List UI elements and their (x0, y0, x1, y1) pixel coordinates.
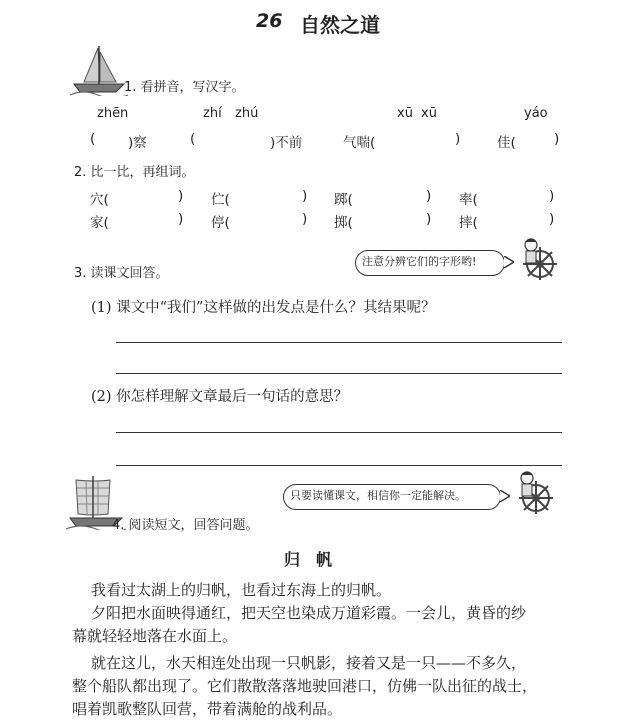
passage-title: 归 帆 (284, 550, 333, 569)
question-1-heading: 1. 看拼音，写汉字。 (124, 80, 245, 95)
lesson-number: 26 (256, 10, 283, 32)
q2-r1-c2-close: ) (302, 188, 308, 204)
passage-paragraph-3-cont: 整个船队都出现了。它们散散落落地驶回港口，仿佛一队出征的战士， (72, 677, 538, 695)
answer-line (116, 342, 562, 343)
tip-bubble-1-text: 注意分辨它们的字形哟! (362, 255, 477, 268)
tip-bubble-2-text: 只要读懂课文，相信你一定能解决。 (290, 489, 466, 502)
q3-subquestion-1: (1) 课文中“我们”这样做的出发点是什么？其结果呢？ (91, 300, 436, 316)
q1-blank-open-2: ( (190, 131, 196, 147)
q2-r1-c3-char: 踯( (334, 192, 353, 208)
q2-r2-c3-char: 掷( (334, 215, 353, 231)
answer-line (116, 465, 562, 466)
answer-line (116, 373, 562, 374)
q2-r2-c1-close: ) (178, 211, 184, 227)
q2-r1-c2-char: 伫( (211, 192, 230, 208)
passage-paragraph-1: 我看过太湖上的归帆，也看过东海上的归帆。 (91, 581, 392, 599)
q2-r2-c3-close: ) (426, 211, 432, 227)
pinyin-zhu: zhú (235, 106, 259, 121)
sailboat-icon (70, 44, 128, 96)
tip-bubble-2 (283, 484, 501, 510)
pinyin-xu-1: xū (397, 106, 413, 121)
q2-r1-c3-close: ) (426, 188, 432, 204)
pinyin-xu-2: xū (421, 106, 437, 121)
bubble-tail-icon (504, 256, 514, 268)
q2-r2-c2-char: 停( (211, 215, 230, 231)
passage-paragraph-2: 夕阳把水面映得通红，把天空也染成万道彩霞。一会儿，黄昏的纱 (91, 604, 527, 622)
page-title: 自然之道 (300, 13, 380, 37)
pinyin-zhi: zhí (203, 106, 222, 121)
q2-r1-c4-char: 率( (459, 192, 478, 208)
q1-blank-open-1: ( (90, 131, 96, 147)
question-2-heading: 2. 比一比，再组词。 (74, 165, 195, 180)
q1-blank-close-4: ) (554, 131, 560, 147)
q2-r1-c1-char: 穴( (90, 192, 109, 208)
question-4-heading: 4. 阅读短文，回答问题。 (112, 518, 259, 533)
answer-line (116, 432, 562, 433)
q2-r2-c4-char: 摔( (459, 215, 478, 231)
q1-blank-close-1: )察 (128, 135, 147, 151)
q1-blank-open-3: 气喘( (343, 135, 376, 151)
q1-blank-close-3: ) (455, 131, 461, 147)
q2-r2-c2-close: ) (302, 211, 308, 227)
passage-paragraph-3: 就在这儿，水天相连处出现一只帆影，接着又是一只——不多久， (91, 654, 527, 672)
q3-subquestion-2: (2) 你怎样理解文章最后一句话的意思？ (91, 389, 349, 405)
q2-r1-c4-close: ) (549, 188, 555, 204)
q1-blank-open-4: 佳( (497, 135, 516, 151)
tip-bubble-1 (355, 250, 505, 276)
sailor-mascot-icon (510, 468, 558, 514)
question-3-heading: 3. 读课文回答。 (74, 266, 169, 281)
sailor-mascot-icon (514, 236, 562, 280)
q2-r2-c4-close: ) (549, 211, 555, 227)
pinyin-yao: yáo (524, 106, 548, 121)
passage-paragraph-3-end: 唱着凯歌整队回营，带着满舱的战利品。 (72, 700, 343, 718)
passage-paragraph-2-cont: 幕就轻轻地落在水面上。 (72, 627, 238, 645)
pinyin-zhen: zhēn (97, 106, 129, 121)
q2-r1-c1-close: ) (178, 188, 184, 204)
q2-r2-c1-char: 家( (90, 215, 109, 231)
bubble-tail-icon (500, 490, 510, 502)
q1-blank-close-2: )不前 (270, 135, 303, 151)
